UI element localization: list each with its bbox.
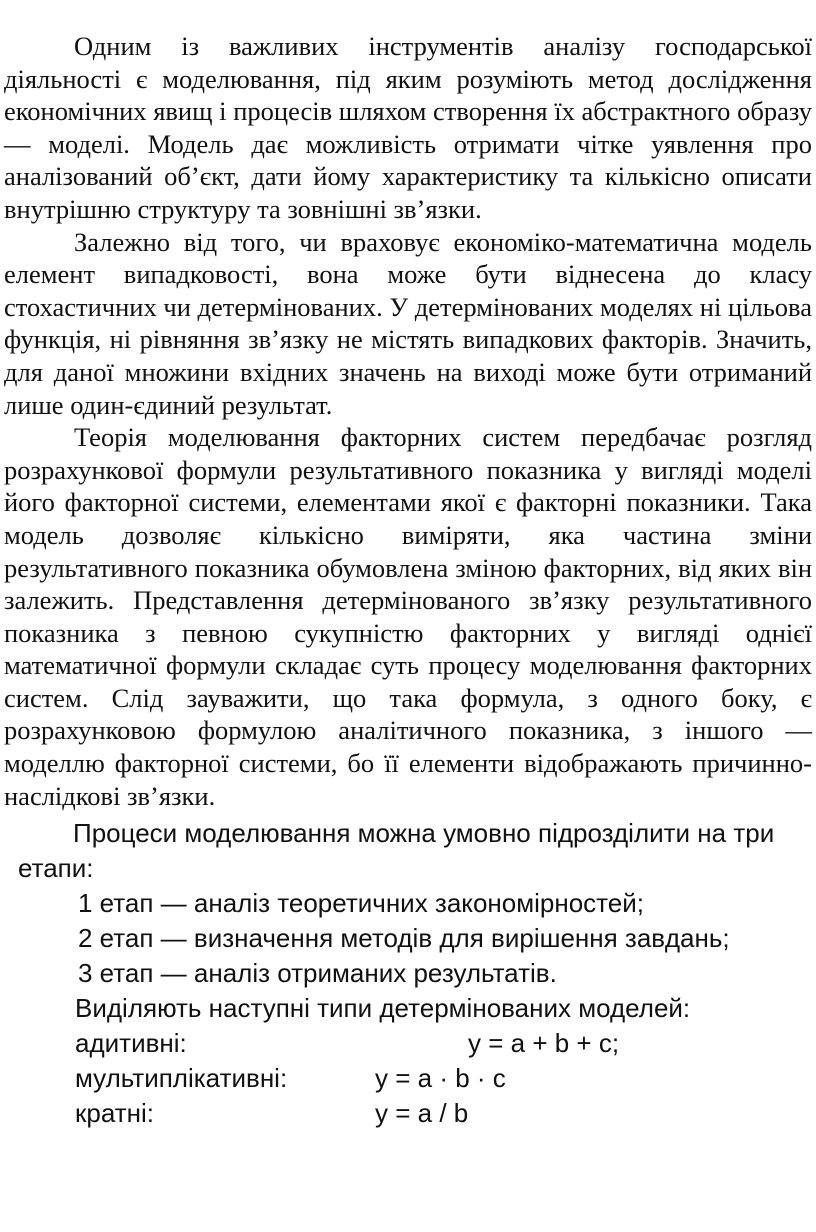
model-ratio-formula: y = a / b (375, 1098, 469, 1129)
model-multiplicative-formula: y = a · b · c (375, 1063, 506, 1094)
model-additive (0, 1026, 816, 1061)
model-ratio-name: кратні: (75, 1098, 154, 1129)
model-ratio (0, 1096, 816, 1131)
stage-2: 2 етап — визначення методів для вирішення завдань; (78, 923, 730, 954)
paragraph-stochastic-deterministic: Залежно від того, чи враховує економіко-математична модель елемент випадковості, вона може бути віднесена до класу стохастичних чи детермінованих. У детермінованих моделях ні цільова функція, ні рівняння зв’язку не містять випадкових факторів. Значить, для даної множини вхідних значень на виході може бути отриманий лише один-єдиний результат. (4, 226, 812, 420)
model-multiplicative-name: мультиплікативні: (75, 1063, 288, 1094)
paragraph-factor-systems-theory: Теорія моделювання факторних систем передбачає розгляд розрахункової формули результативного показника у вигляді моделі його факторної системи, елементами якої є факторні показники. Така модель дозволяє кількісно виміряти, яка частина зміни результативного показника обумовлена зміною факторних, від яких він залежить. Представлення детермінованого зв’язку результативного показника з певною сукупністю факторних у вигляді однієї математичної формули складає суть процесу моделювання факторних систем. Слід зауважити, що така формула, з одного боку, є розрахунковою формулою аналітичного показника, з іншого — моделлю факторної системи, бо її елементи відображають причинно-наслідкові зв’язки. (4, 422, 812, 811)
model-additive-formula: y = a + b + c; (468, 1028, 620, 1059)
stage-1: 1 етап — аналіз теоретичних закономірностей; (78, 888, 645, 919)
paragraph-modeling-definition: Одним із важливих інструментів аналізу господарської діяльності є моделювання, під яким розуміють метод дослідження економічних явищ і процесів шляхом створення їх абстрактного образу — моделі. Модель дає можливість отримати чітке уявлення про аналізований об’єкт, дати йому характеристику та кількісно описати внутрішню структуру та зовнішні зв’язки. (4, 31, 812, 224)
stages-intro (0, 816, 816, 886)
stage-3: 3 етап — аналіз отриманих результатів. (78, 958, 557, 989)
model-additive-name: адитивні: (75, 1028, 187, 1059)
document-page (0, 30, 816, 1131)
stages-intro-line-2: етапи: (18, 853, 94, 884)
model-types-intro: Виділяють наступні типи детермінованих моделей: (75, 993, 691, 1024)
model-multiplicative (0, 1061, 816, 1096)
stages-intro-line-1: Процеси моделювання можна умовно підрозділити на три (73, 818, 775, 849)
